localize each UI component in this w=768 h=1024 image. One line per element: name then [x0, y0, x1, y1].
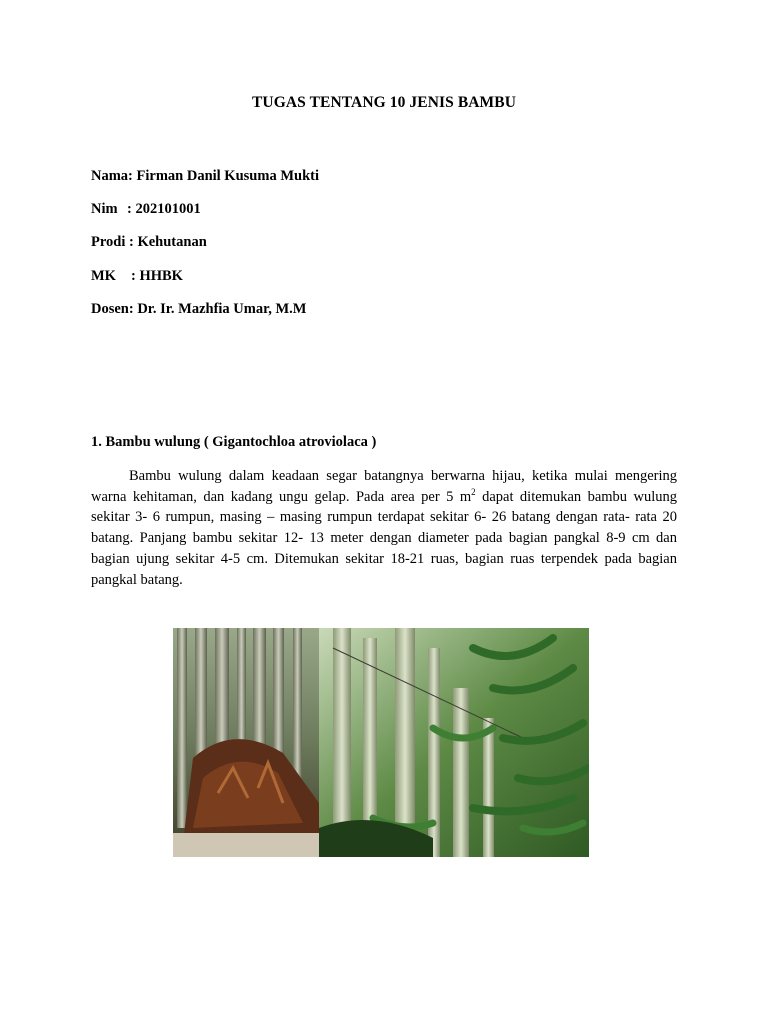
section-heading: 1. Bambu wulung ( Gigantochloa atroviolaca ) — [91, 434, 377, 450]
superscript: 2 — [471, 486, 476, 497]
info-mk-label: MK — [91, 268, 116, 284]
paragraph-text-1: Bambu wulung dalam keadaan segar batangnya berwarna hijau, ketika mulai mengering warna kehitaman, dan kadang ungu gelap. Pada area per 5 m — [91, 468, 677, 505]
info-prodi: Prodi : Kehutanan — [91, 234, 207, 250]
info-dosen: Dosen: Dr. Ir. Mazhfia Umar, M.M — [91, 301, 307, 317]
info-nim-value: : 202101001 — [127, 201, 201, 217]
info-mk — [91, 268, 183, 285]
info-nim-label: Nim — [91, 201, 118, 217]
bamboo-photo — [173, 628, 589, 857]
paragraph-text-2: dapat ditemukan bambu wulung sekitar 3- 6 rumpun, masing – masing rumpun terdapat sekitar 6- 26 batang dengan rata- rata 20 batang. Panjang bambu sekitar 12- 13 meter dengan diameter pada bagian pangkal 8-9 cm dan bagian ujung sekitar 4-5 cm. Ditemukan sekitar 18-21 ruas, bagian ruas terpendek pada bagian pangkal batang. — [91, 488, 677, 588]
info-nama: Nama: Firman Danil Kusuma Mukti — [91, 168, 319, 184]
document-title: TUGAS TENTANG 10 JENIS BAMBU — [251, 94, 517, 111]
info-mk-value: : HHBK — [131, 268, 183, 284]
section-paragraph — [91, 466, 677, 590]
info-nim — [91, 201, 201, 218]
